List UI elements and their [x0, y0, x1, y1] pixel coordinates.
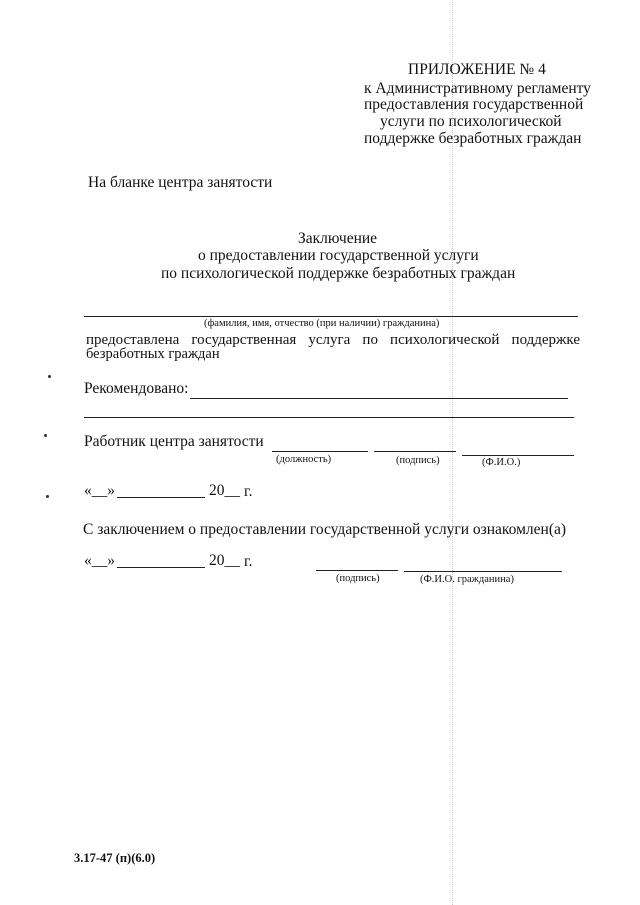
statement-line-2: безработных граждан: [86, 346, 220, 362]
header-line-2: предоставления государственной: [364, 96, 584, 113]
scan-speck: [48, 375, 51, 378]
date2-year-suffix: г.: [244, 553, 253, 570]
citizen-signature-caption: (подпись): [336, 573, 380, 584]
letterhead-note: На бланке центра занятости: [88, 174, 273, 191]
appendix-title: ПРИЛОЖЕНИЕ № 4: [408, 61, 546, 78]
recommended-line-1: [190, 398, 568, 399]
header-line-4: поддержке безработных граждан: [364, 130, 582, 147]
date2-year: 20__: [209, 552, 240, 569]
date1-day: «__»: [84, 482, 115, 499]
date2-day: «__»: [84, 552, 115, 569]
document-title: Заключение: [298, 230, 378, 247]
employee-name-caption: (Ф.И.О.): [482, 457, 521, 468]
date1-year-suffix: г.: [244, 483, 253, 500]
recommended-line-2: [84, 417, 574, 418]
acknowledgement-text: С заключением о предоставлении государственной услуги ознакомлен(а): [83, 521, 567, 538]
employee-name-line: [462, 455, 574, 456]
employee-position-caption: (должность): [276, 454, 332, 465]
scan-speck: [44, 434, 47, 437]
citizen-fio-caption: (Ф.И.О. гражданина): [420, 574, 514, 585]
employee-label: Работник центра занятости: [84, 433, 264, 450]
employee-position-line: [272, 451, 368, 452]
citizen-signature-line: [316, 570, 398, 571]
scan-speck: [46, 495, 49, 498]
date2-month-line: [117, 567, 205, 568]
document-subtitle-2: по психологической поддержке безработных граждан: [161, 265, 516, 282]
document-subtitle-1: о предоставлении государственной услуги: [198, 247, 479, 264]
date1-month-line: [117, 497, 205, 498]
citizen-fio-line: [404, 571, 562, 572]
recommended-label: Рекомендовано:: [84, 380, 189, 397]
employee-signature-line: [374, 451, 456, 452]
date1-year: 20__: [209, 482, 240, 499]
employee-signature-caption: (подпись): [396, 455, 440, 466]
form-code: 3.17-47 (п)(6.0): [74, 851, 156, 865]
citizen-name-line: [84, 316, 578, 317]
citizen-name-caption: (фамилия, имя, отчество (при наличии) гражданина): [204, 318, 440, 329]
header-line-1: к Административному регламенту: [364, 80, 591, 97]
statement-line-1: предоставлена государственная услуга по психологической поддержке: [86, 332, 580, 348]
header-line-3: услуги по психологической: [380, 113, 562, 130]
